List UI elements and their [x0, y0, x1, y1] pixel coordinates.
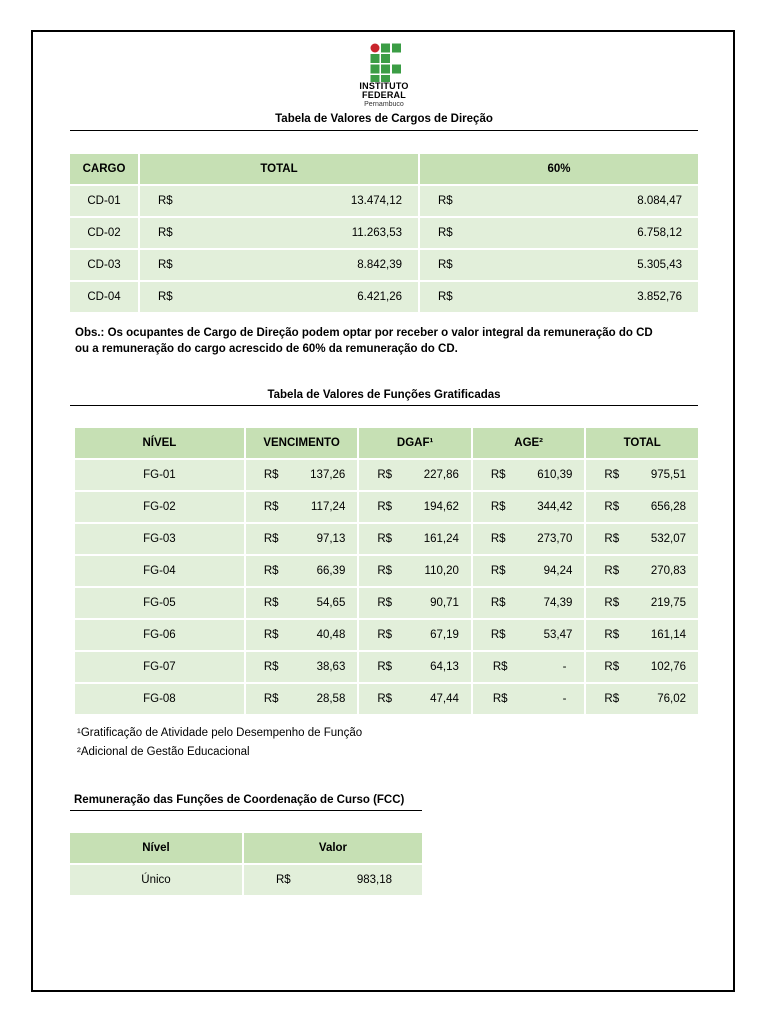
logo-line2: FEDERAL: [362, 90, 406, 100]
currency-label: R$: [377, 693, 393, 705]
fg-venc-cell: [246, 620, 358, 650]
currency-label: R$: [490, 597, 506, 609]
currency-label: R$: [158, 259, 173, 271]
currency-label: R$: [263, 501, 279, 513]
currency-label: R$: [158, 291, 173, 303]
cd-pct-cell: 6.758,12: [637, 227, 682, 239]
cd-total-cell: 8.842,39: [357, 259, 402, 271]
footnote-2: ²Adicional de Gestão Educacional: [77, 746, 250, 758]
table-row: [75, 556, 698, 586]
table-row: [75, 524, 698, 554]
currency-label: R$: [263, 565, 279, 577]
currency-label: R$: [377, 597, 393, 609]
currency-label: R$: [377, 565, 393, 577]
fcc-header-valor: Valor: [244, 833, 422, 863]
cd-note: [75, 325, 705, 357]
fcc-table-header: [70, 833, 422, 863]
currency-label: R$: [604, 533, 620, 545]
fg-dgaf-value: 67,19: [430, 629, 459, 641]
cd-cargo-cell: CD-02: [70, 218, 138, 248]
fg-dgaf-value: 90,71: [430, 597, 459, 609]
fg-age-cell: [473, 524, 585, 554]
cd-pct-cell: 5.305,43: [637, 259, 682, 271]
currency-label: R$: [490, 533, 506, 545]
currency-label: R$: [438, 259, 453, 271]
fg-age-cell: [473, 652, 585, 682]
fg-header-nivel: NÍVEL: [75, 428, 244, 458]
fg-total-cell: [586, 460, 698, 490]
cd-pct-cell: 3.852,76: [637, 291, 682, 303]
logo-mark-icon: [354, 42, 414, 82]
fg-nivel-cell: FG-08: [75, 684, 244, 714]
fg-age-value: 74,39: [543, 597, 573, 609]
cd-note-line1: Obs.: Os ocupantes de Cargo de Direção podem optar por receber o valor integral da remuneração do CD: [75, 327, 653, 339]
fcc-title-rule: [70, 810, 422, 811]
fg-venc-value: 28,58: [316, 693, 346, 705]
fg-age-value: -: [562, 693, 567, 705]
table-row: [75, 652, 698, 682]
fg-nivel-cell: FG-04: [75, 556, 244, 586]
fg-total-cell: [586, 588, 698, 618]
cd-cargo-cell: CD-01: [70, 186, 138, 216]
fg-venc-cell: [246, 524, 358, 554]
fg-venc-value: 54,65: [316, 597, 346, 609]
fg-dgaf-cell: [359, 588, 471, 618]
currency-label: R$: [377, 469, 393, 481]
table-row: [70, 282, 698, 312]
table-row: [75, 684, 698, 714]
table-row: [75, 588, 698, 618]
fg-age-cell: [473, 492, 585, 522]
cd-total-cell: 13.474,12: [350, 195, 402, 207]
table-row: [70, 865, 422, 895]
fg-total-cell: [586, 652, 698, 682]
fg-dgaf-cell: [359, 492, 471, 522]
fg-age-cell: [473, 556, 585, 586]
currency-label: R$: [377, 501, 393, 513]
fg-dgaf-cell: [359, 620, 471, 650]
currency-label: R$: [604, 661, 620, 673]
currency-label: R$: [604, 565, 620, 577]
fg-nivel-cell: FG-05: [75, 588, 244, 618]
fcc-table: [68, 831, 424, 897]
cd-table: [68, 152, 700, 314]
cd-total-cell: 11.263,53: [351, 227, 402, 239]
fg-venc-cell: [246, 684, 358, 714]
cd-table-header: [70, 154, 698, 184]
fcc-table-title: Remuneração das Funções de Coordenação de Curso (FCC): [74, 794, 405, 806]
currency-label: R$: [604, 469, 620, 481]
fg-nivel-cell: FG-02: [75, 492, 244, 522]
fg-title-rule: [70, 405, 698, 406]
currency-label: R$: [604, 597, 620, 609]
currency-label: R$: [377, 533, 393, 545]
fg-dgaf-value: 161,24: [423, 533, 459, 545]
currency-label: R$: [492, 693, 508, 705]
fg-total-value: 76,02: [657, 693, 686, 705]
fg-table-title: Tabela de Valores de Funções Gratificadas: [267, 389, 501, 401]
fcc-header-nivel: Nível: [70, 833, 242, 863]
fg-dgaf-cell: [359, 524, 471, 554]
fg-venc-value: 137,26: [310, 469, 346, 481]
fg-venc-cell: [246, 460, 358, 490]
fg-age-cell: [473, 460, 585, 490]
fcc-valor-cell: 983,18: [356, 874, 392, 886]
currency-label: R$: [263, 661, 279, 673]
logo-text: [340, 82, 428, 109]
fg-age-value: 344,42: [537, 501, 573, 513]
fg-dgaf-cell: [359, 556, 471, 586]
fg-total-cell: [586, 524, 698, 554]
cd-cargo-cell: CD-04: [70, 282, 138, 312]
currency-label: R$: [604, 693, 620, 705]
fg-total-cell: [586, 492, 698, 522]
fg-total-value: 975,51: [650, 469, 686, 481]
cd-header-cargo: CARGO: [70, 154, 138, 184]
fg-age-cell: [473, 684, 585, 714]
fg-venc-cell: [246, 652, 358, 682]
fg-age-value: 273,70: [537, 533, 573, 545]
fg-nivel-cell: FG-03: [75, 524, 244, 554]
fg-dgaf-cell: [359, 652, 471, 682]
table-row: [70, 218, 698, 248]
fg-dgaf-value: 194,62: [423, 501, 459, 513]
currency-label: R$: [438, 291, 453, 303]
fg-table: [73, 426, 700, 716]
cd-total-cell: 6.421,26: [357, 291, 402, 303]
table-row: [75, 460, 698, 490]
fg-total-value: 219,75: [650, 597, 686, 609]
cd-note-line2: ou a remuneração do cargo acrescido de 60% da remuneração do CD.: [75, 343, 458, 355]
fg-header-dgaf: DGAF¹: [359, 428, 471, 458]
fg-nivel-cell: FG-07: [75, 652, 244, 682]
fg-nivel-cell: FG-01: [75, 460, 244, 490]
fg-venc-cell: [246, 492, 358, 522]
cd-cargo-cell: CD-03: [70, 250, 138, 280]
fg-age-cell: [473, 620, 585, 650]
fg-venc-value: 40,48: [316, 629, 346, 641]
fg-table-header: [75, 428, 698, 458]
fg-dgaf-value: 64,13: [430, 661, 459, 673]
fg-total-value: 532,07: [650, 533, 686, 545]
fg-header-vencimento: VENCIMENTO: [246, 428, 358, 458]
table-row: [75, 492, 698, 522]
currency-label: R$: [263, 533, 279, 545]
logo-line1: INSTITUTO: [359, 81, 409, 91]
fg-header-total: TOTAL: [586, 428, 698, 458]
fg-age-value: -: [562, 661, 567, 673]
currency-label: R$: [490, 501, 506, 513]
currency-label: R$: [275, 874, 291, 886]
currency-label: R$: [158, 195, 173, 207]
cd-header-pct: 60%: [420, 154, 698, 184]
currency-label: R$: [490, 469, 506, 481]
table-row: [70, 250, 698, 280]
cd-header-total: TOTAL: [140, 154, 418, 184]
footnote-1: ¹Gratificação de Atividade pelo Desempenho de Função: [77, 727, 363, 739]
currency-label: R$: [263, 469, 279, 481]
cd-table-title: Tabela de Valores de Cargos de Direção: [275, 113, 493, 125]
fg-venc-value: 66,39: [316, 565, 346, 577]
fg-venc-value: 38,63: [316, 661, 346, 673]
currency-label: R$: [490, 629, 506, 641]
fg-dgaf-value: 227,86: [423, 469, 459, 481]
fg-venc-value: 117,24: [311, 501, 346, 513]
fg-total-cell: [586, 684, 698, 714]
fg-venc-cell: [246, 588, 358, 618]
fg-total-cell: [586, 620, 698, 650]
table-row: [75, 620, 698, 650]
fg-total-value: 161,14: [650, 629, 686, 641]
fg-header-age: AGE²: [473, 428, 585, 458]
fg-venc-cell: [246, 556, 358, 586]
currency-label: R$: [438, 227, 453, 239]
currency-label: R$: [438, 195, 453, 207]
currency-label: R$: [377, 661, 393, 673]
fg-dgaf-value: 47,44: [430, 693, 459, 705]
currency-label: R$: [263, 597, 279, 609]
currency-label: R$: [604, 629, 620, 641]
currency-label: R$: [604, 501, 620, 513]
fg-total-cell: [586, 556, 698, 586]
fg-age-value: 94,24: [543, 565, 573, 577]
currency-label: R$: [263, 693, 279, 705]
fg-nivel-cell: FG-06: [75, 620, 244, 650]
fcc-nivel-cell: Único: [70, 865, 242, 895]
currency-label: R$: [492, 661, 508, 673]
fg-venc-value: 97,13: [316, 533, 346, 545]
logo-line3: Pernambuco: [364, 101, 404, 108]
fg-dgaf-value: 110,20: [424, 565, 459, 577]
fg-dgaf-cell: [359, 460, 471, 490]
table-row: [70, 186, 698, 216]
currency-label: R$: [377, 629, 393, 641]
fg-age-cell: [473, 588, 585, 618]
fg-age-value: 610,39: [537, 469, 573, 481]
fg-total-value: 656,28: [650, 501, 686, 513]
cd-pct-cell: 8.084,47: [637, 195, 682, 207]
fg-total-value: 102,76: [650, 661, 686, 673]
currency-label: R$: [263, 629, 279, 641]
currency-label: R$: [490, 565, 506, 577]
currency-label: R$: [158, 227, 173, 239]
cd-title-rule: [70, 130, 698, 131]
fg-dgaf-cell: [359, 684, 471, 714]
fg-total-value: 270,83: [650, 565, 686, 577]
fg-age-value: 53,47: [543, 629, 573, 641]
